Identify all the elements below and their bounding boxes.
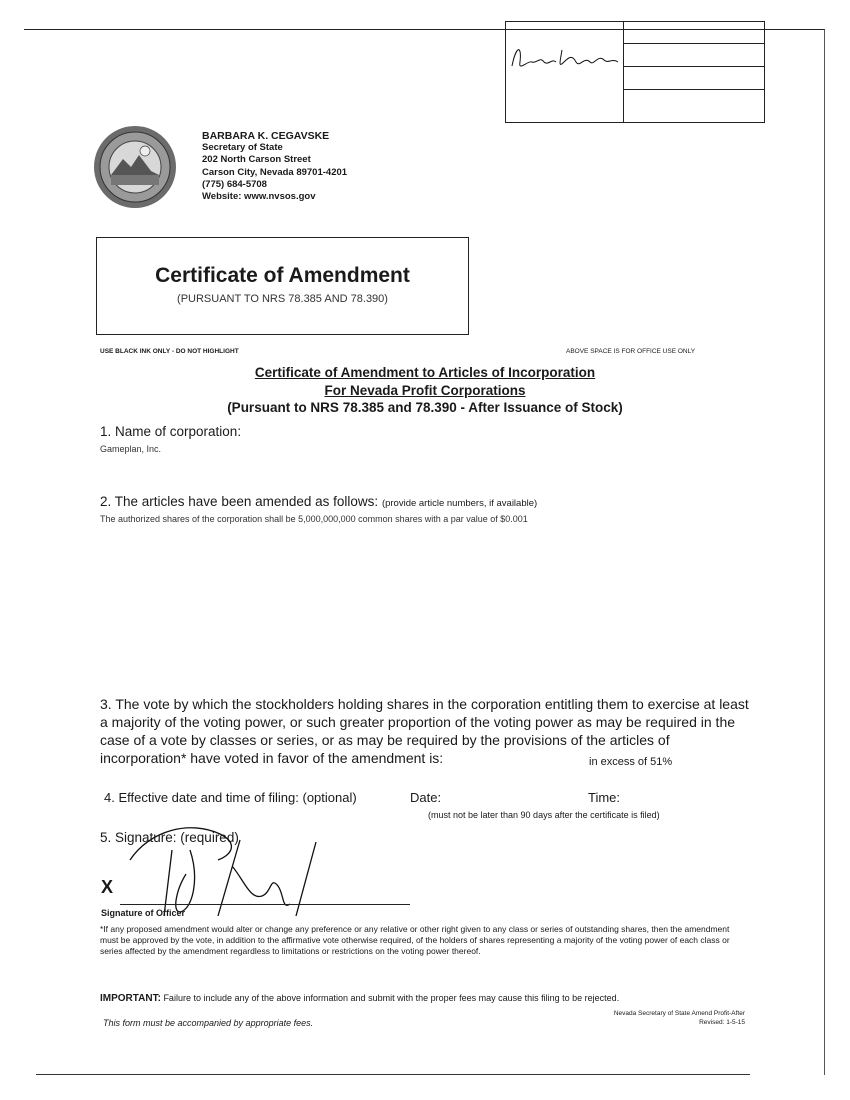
office-signature-image <box>506 32 624 92</box>
nevada-state-seal-icon <box>93 125 177 209</box>
date-label: Date: <box>410 790 442 805</box>
important-notice <box>100 993 619 1004</box>
important-text: Failure to include any of the above information and submit with the proper fees may cause this filing to be rejected. <box>163 993 620 1003</box>
important-label: IMPORTANT: <box>100 993 161 1004</box>
grid-line <box>624 66 765 67</box>
certificate-subtitle: (PURSUANT TO NRS 78.385 AND 78.390) <box>177 293 388 305</box>
item-5-label: 5. Signature: (required) <box>100 830 239 845</box>
date-limit-note: (must not be later than 90 days after the certificate is filed) <box>428 810 660 820</box>
form-heading-line-2: For Nevada Profit Corporations <box>324 383 526 398</box>
office-use-notice: ABOVE SPACE IS FOR OFFICE USE ONLY <box>566 348 696 355</box>
revised-date: Revised: 1-5-15 <box>699 1019 745 1026</box>
item-1-label: 1. Name of corporation: <box>100 424 242 439</box>
signature-x-mark: X <box>101 877 114 897</box>
item-3-label: 3. The vote by which the stockholders holding shares in the corporation entitling them to exercise at least a majority of the voting power, or such greater proportion of the voting power as may be required in the case of a vote by classes or series, or as may be required by the provisions of the articles of incorporation* have voted in favor of the amendment is: <box>100 696 749 766</box>
office-stamp-grid <box>623 22 765 122</box>
item-4-label: 4. Effective date and time of filing: (optional) <box>104 790 357 805</box>
time-label: Time: <box>588 790 621 805</box>
website: Website: www.nvsos.gov <box>202 191 316 203</box>
footnote: *If any proposed amendment would alter or change any preference or any relative or other right given to any class or series of outstanding shares, then the amendment must be approved by the vote, in addition to the affirmative vote otherwise required, of the holders of shares representing a majority of the voting power of each class or series affected by the amendment regardless to limitations or restrictions on the voting power thereof. <box>100 924 730 956</box>
address-line-2: Carson City, Nevada 89701-4201 <box>202 166 348 178</box>
certificate-title: Certificate of Amendment <box>155 264 410 287</box>
item-2-hint: (provide article numbers, if available) <box>381 498 538 509</box>
fees-note: This form must be accompanied by appropriate fees. <box>103 1018 314 1028</box>
amendment-value: The authorized shares of the corporation shall be 5,000,000,000 common shares with a par value of $0.001 <box>100 514 528 524</box>
phone: (775) 684-5708 <box>202 178 267 190</box>
grid-line <box>624 89 765 90</box>
secretary-title: Secretary of State <box>202 142 283 154</box>
office-use-box <box>505 21 765 123</box>
form-name: Nevada Secretary of State Amend Profit-After <box>613 1010 745 1017</box>
officer-signature-image <box>120 820 340 920</box>
address-line-1: 202 North Carson Street <box>202 154 311 166</box>
ink-notice: USE BLACK INK ONLY - DO NOT HIGHLIGHT <box>100 348 239 355</box>
form-info <box>545 1009 745 1027</box>
secretary-name: BARBARA K. CEGAVSKE <box>202 130 330 142</box>
item-2-label <box>100 494 537 509</box>
corporation-name-value: Gameplan, Inc. <box>100 444 162 454</box>
item-2-label-text: 2. The articles have been amended as follows: <box>100 494 379 509</box>
form-heading-line-1: Certificate of Amendment to Articles of Incorporation <box>254 365 596 380</box>
certificate-title-box <box>96 237 469 335</box>
grid-line <box>624 43 765 44</box>
signature-line <box>120 904 410 905</box>
page-bottom-edge <box>36 1074 750 1075</box>
signature-label: Signature of Officer <box>101 908 186 918</box>
vote-value: in excess of 51% <box>589 756 673 768</box>
form-heading-line-3: (Pursuant to NRS 78.385 and 78.390 - After Issuance of Stock) <box>227 400 623 415</box>
secretary-of-state-header <box>202 130 347 203</box>
